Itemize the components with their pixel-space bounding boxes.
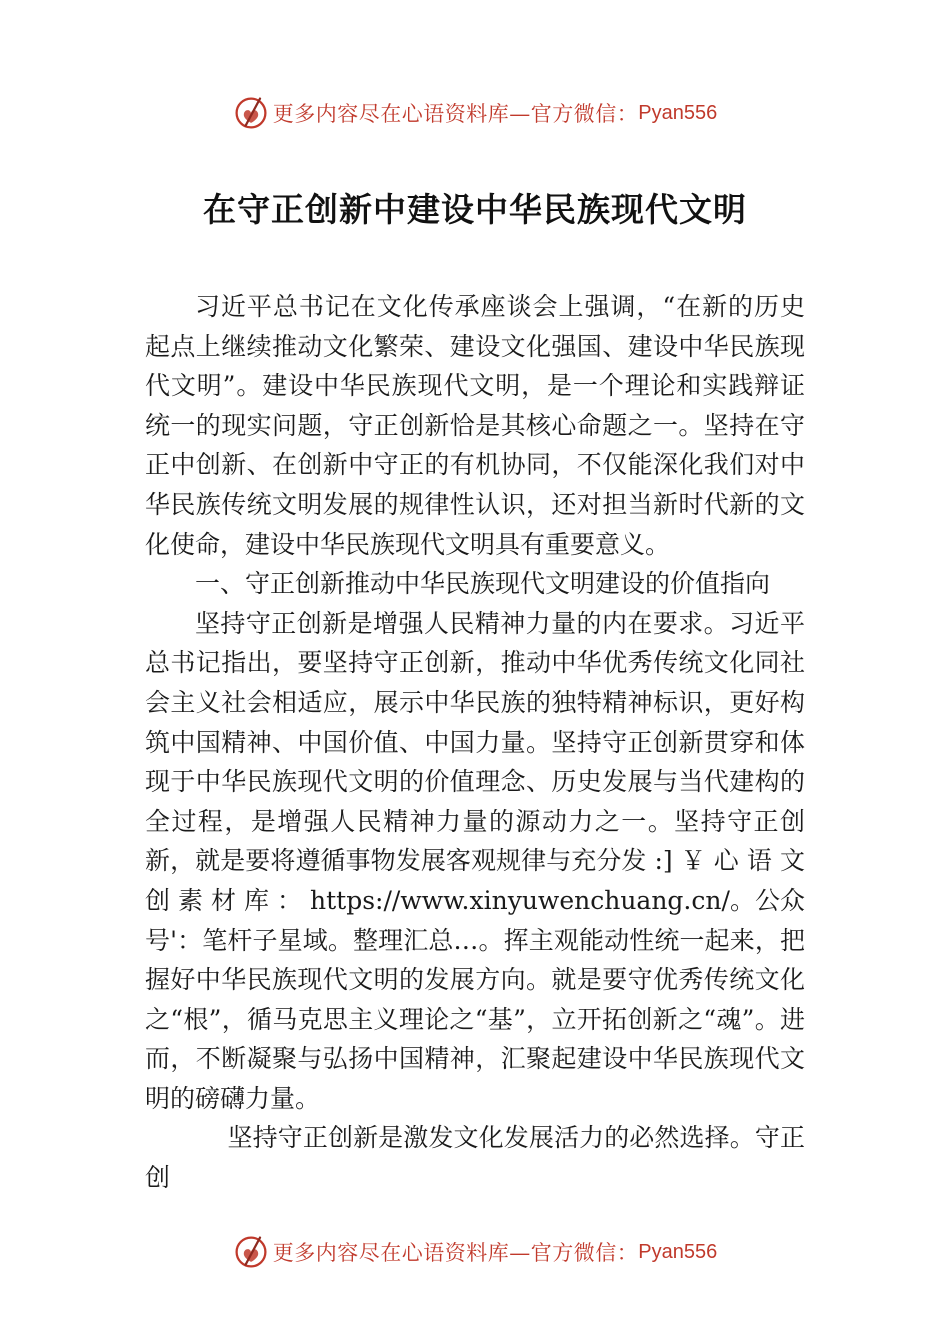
header-wechat-id: Pyan556 [638, 101, 718, 124]
document-title: 在守正创新中建设中华民族现代文明 [203, 190, 747, 229]
paragraph-intro: 习近平总书记在文化传承座谈会上强调，“在新的历史起点上继续推动文化繁荣、建设文化强国、建设中华民族现代文明”。建设中华民族现代文明，是一个理论和实践辩证统一的现实问题，守正创新恰是其核心命题之一。坚持在守正中创新、在创新中守正的有机协同，不仅能深化我们对中华民族传统文明发展的规律性认识，还对担当新时代新的文化使命，建设中华民族现代文明具有重要意义。 [145, 292, 805, 559]
document-body [145, 287, 805, 1198]
section-heading: 一、守正创新推动中华民族现代文明建设的价值指向 [195, 569, 771, 599]
header-banner-text: 更多内容尽在心语资料库—官方微信： [272, 102, 639, 126]
quill-heart-logo-icon [233, 95, 269, 131]
footer-wechat-id: Pyan556 [638, 1240, 718, 1263]
footer-banner [0, 1232, 950, 1272]
header-banner [0, 93, 950, 133]
paragraph-vitality: 坚持守正创新是激发文化发展活力的必然选择。守正创 [145, 1123, 805, 1193]
paragraph-spirit: 坚持守正创新是增强人民精神力量的内在要求。习近平总书记指出，要坚持守正创新，推动中华优秀传统文化同社会主义社会相适应，展示中华民族的独特精神标识，更好构筑中国精神、中国价值、中国力量。坚持守正创新贯穿和体现于中华民族现代文明的价值理念、历史发展与当代建构的全过程，是增强人民精神力量的源动力之一。坚持守正创新，就是要将遵循事物发展客观规律与充分发 :] ￥ 心 语 文 创 素 材 库 ： https://www.xinyuwenchuang.cn/。公众号'：笔杆子星域。整理汇总…。挥主观能动性统一起来，把握好中华民族现代文明的发展方向。就是要守优秀传统文化之“根”，循马克思主义理论之“基”，立开拓创新之“魂”。进而，不断凝聚与弘扬中国精神，汇聚起建设中华民族现代文明的磅礴力量。 [145, 608, 805, 1113]
footer-banner-text: 更多内容尽在心语资料库—官方微信： [272, 1241, 639, 1265]
quill-heart-logo-icon [233, 1234, 269, 1270]
